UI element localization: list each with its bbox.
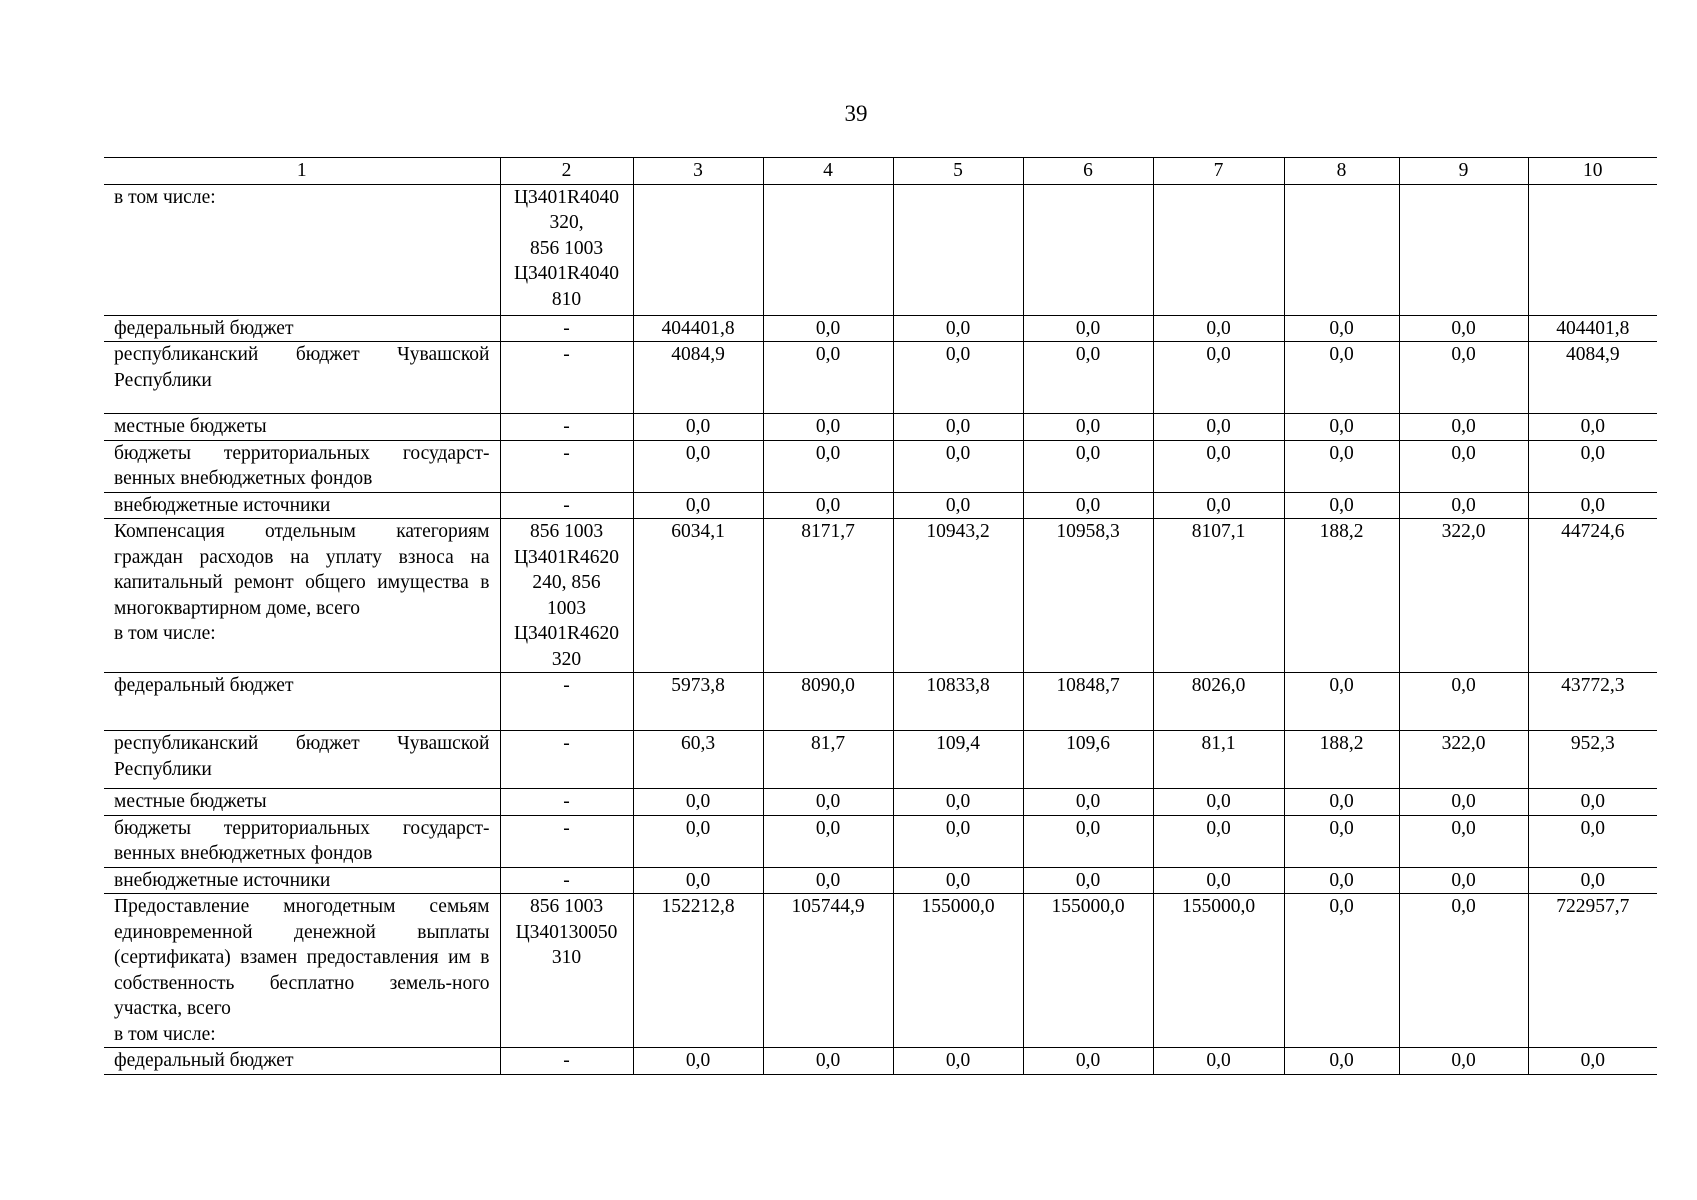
row-value-col-10: 0,0 [1528,1048,1657,1075]
row-value-col-6: 155000,0 [1023,894,1153,1048]
table-row [104,440,1657,492]
column-number-2: 2 [500,158,633,185]
row-name: республиканский бюджет Чувашской Республики [104,342,500,414]
row-value-col-10: 0,0 [1528,815,1657,867]
row-budget-code: - [500,1048,633,1075]
row-value-col-6: 10958,3 [1023,519,1153,673]
table-row [104,519,1657,673]
row-value-col-9: 0,0 [1399,440,1528,492]
row-value-col-10: 0,0 [1528,867,1657,894]
row-value-col-8: 0,0 [1284,894,1399,1048]
row-value-col-9: 0,0 [1399,315,1528,342]
row-value-col-5: 10943,2 [893,519,1023,673]
column-number-10: 10 [1528,158,1657,185]
row-budget-code: - [500,789,633,816]
row-name: внебюджетные источники [104,867,500,894]
row-value-col-3: 6034,1 [633,519,763,673]
row-value-col-5: 0,0 [893,342,1023,414]
row-name: федеральный бюджет [104,315,500,342]
row-value-col-8: 0,0 [1284,315,1399,342]
row-value-col-8: 0,0 [1284,342,1399,414]
row-value-col-7: 0,0 [1153,815,1284,867]
row-name: Предоставление многодетным семьям единовременной денежной выплаты (сертификата) взамен предоставления им в собственность бесплатно земель-ного участка, всего в том числе: [104,894,500,1048]
row-value-col-7: 8026,0 [1153,673,1284,731]
row-name: бюджеты территориальных государст-венных внебюджетных фондов [104,815,500,867]
row-value-col-4: 0,0 [763,414,893,441]
row-value-col-9: 0,0 [1399,342,1528,414]
row-value-col-3 [633,184,763,315]
row-value-col-4: 8090,0 [763,673,893,731]
row-value-col-4: 105744,9 [763,894,893,1048]
row-value-col-9: 0,0 [1399,414,1528,441]
page-number: 39 [844,101,868,126]
row-value-col-4: 0,0 [763,867,893,894]
row-value-col-7: 81,1 [1153,731,1284,789]
table-row [104,894,1657,1048]
row-value-col-3: 0,0 [633,867,763,894]
row-value-col-8: 0,0 [1284,440,1399,492]
row-value-col-8 [1284,184,1399,315]
row-value-col-9 [1399,184,1528,315]
row-value-col-9: 322,0 [1399,731,1528,789]
row-budget-code: - [500,342,633,414]
row-budget-code: - [500,315,633,342]
row-value-col-3: 0,0 [633,440,763,492]
row-budget-code: - [500,492,633,519]
row-value-col-10: 0,0 [1528,492,1657,519]
table-row [104,815,1657,867]
budget-table [104,157,1657,1075]
row-budget-code: Ц3401R4040 320, 856 1003 Ц3401R4040 810 [500,184,633,315]
row-value-col-10: 404401,8 [1528,315,1657,342]
row-value-col-7: 0,0 [1153,867,1284,894]
row-value-col-8: 0,0 [1284,1048,1399,1075]
column-number-8: 8 [1284,158,1399,185]
row-value-col-9: 322,0 [1399,519,1528,673]
row-name: федеральный бюджет [104,1048,500,1075]
row-value-col-7: 0,0 [1153,414,1284,441]
row-value-col-9: 0,0 [1399,894,1528,1048]
row-value-col-6: 10848,7 [1023,673,1153,731]
row-value-col-5 [893,184,1023,315]
row-value-col-5: 0,0 [893,789,1023,816]
row-value-col-10: 952,3 [1528,731,1657,789]
row-value-col-8: 0,0 [1284,673,1399,731]
row-name: республиканский бюджет Чувашской Республики [104,731,500,789]
row-value-col-10: 44724,6 [1528,519,1657,673]
row-value-col-7: 155000,0 [1153,894,1284,1048]
row-value-col-5: 109,4 [893,731,1023,789]
row-value-col-5: 10833,8 [893,673,1023,731]
row-value-col-3: 0,0 [633,1048,763,1075]
row-value-col-3: 60,3 [633,731,763,789]
row-value-col-4 [763,184,893,315]
row-value-col-9: 0,0 [1399,492,1528,519]
row-value-col-7: 8107,1 [1153,519,1284,673]
row-value-col-8: 188,2 [1284,731,1399,789]
row-value-col-6: 0,0 [1023,414,1153,441]
row-value-col-4: 0,0 [763,1048,893,1075]
row-value-col-10: 0,0 [1528,440,1657,492]
row-value-col-3: 404401,8 [633,315,763,342]
row-value-col-7: 0,0 [1153,492,1284,519]
row-value-col-6: 0,0 [1023,815,1153,867]
row-value-col-3: 0,0 [633,815,763,867]
row-value-col-7: 0,0 [1153,440,1284,492]
row-value-col-6: 0,0 [1023,789,1153,816]
row-value-col-6: 0,0 [1023,440,1153,492]
table-row [104,867,1657,894]
column-number-4: 4 [763,158,893,185]
row-name: бюджеты территориальных государст-венных внебюджетных фондов [104,440,500,492]
row-value-col-10 [1528,184,1657,315]
row-name: внебюджетные источники [104,492,500,519]
row-value-col-6: 0,0 [1023,1048,1153,1075]
row-value-col-3: 5973,8 [633,673,763,731]
row-value-col-4: 8171,7 [763,519,893,673]
row-value-col-10: 4084,9 [1528,342,1657,414]
row-value-col-5: 0,0 [893,492,1023,519]
row-budget-code: - [500,867,633,894]
row-value-col-3: 4084,9 [633,342,763,414]
row-value-col-4: 81,7 [763,731,893,789]
row-value-col-4: 0,0 [763,342,893,414]
table-row [104,673,1657,731]
row-value-col-9: 0,0 [1399,1048,1528,1075]
row-value-col-7: 0,0 [1153,789,1284,816]
row-value-col-4: 0,0 [763,815,893,867]
row-value-col-5: 155000,0 [893,894,1023,1048]
row-value-col-9: 0,0 [1399,789,1528,816]
row-value-col-5: 0,0 [893,315,1023,342]
column-number-7: 7 [1153,158,1284,185]
table-row [104,731,1657,789]
row-value-col-5: 0,0 [893,867,1023,894]
row-value-col-9: 0,0 [1399,815,1528,867]
row-value-col-5: 0,0 [893,815,1023,867]
row-value-col-10: 43772,3 [1528,673,1657,731]
row-name: местные бюджеты [104,789,500,816]
row-budget-code: 856 1003 Ц340130050 310 [500,894,633,1048]
row-value-col-8: 0,0 [1284,789,1399,816]
table-row [104,184,1657,315]
row-value-col-7 [1153,184,1284,315]
column-number-5: 5 [893,158,1023,185]
row-value-col-7: 0,0 [1153,315,1284,342]
row-budget-code: - [500,731,633,789]
row-value-col-4: 0,0 [763,789,893,816]
row-value-col-8: 0,0 [1284,492,1399,519]
row-value-col-4: 0,0 [763,492,893,519]
column-number-3: 3 [633,158,763,185]
row-name: в том числе: [104,184,500,315]
row-value-col-6 [1023,184,1153,315]
row-value-col-8: 0,0 [1284,414,1399,441]
row-value-col-8: 0,0 [1284,815,1399,867]
table-row [104,315,1657,342]
row-budget-code: 856 1003 Ц3401R4620 240, 856 1003 Ц3401R4620 320 [500,519,633,673]
row-value-col-10: 0,0 [1528,414,1657,441]
row-value-col-8: 188,2 [1284,519,1399,673]
column-number-6: 6 [1023,158,1153,185]
row-value-col-4: 0,0 [763,440,893,492]
row-budget-code: - [500,414,633,441]
row-value-col-3: 0,0 [633,492,763,519]
row-value-col-4: 0,0 [763,315,893,342]
row-budget-code: - [500,815,633,867]
table-row [104,414,1657,441]
table-body [104,184,1657,1074]
row-value-col-8: 0,0 [1284,867,1399,894]
row-value-col-7: 0,0 [1153,1048,1284,1075]
table-row [104,342,1657,414]
row-value-col-5: 0,0 [893,1048,1023,1075]
row-value-col-10: 722957,7 [1528,894,1657,1048]
row-value-col-10: 0,0 [1528,789,1657,816]
row-value-col-3: 152212,8 [633,894,763,1048]
row-value-col-5: 0,0 [893,414,1023,441]
row-value-col-3: 0,0 [633,789,763,816]
column-number-1: 1 [104,158,500,185]
table-row [104,492,1657,519]
row-value-col-5: 0,0 [893,440,1023,492]
header-row [104,158,1657,185]
row-budget-code: - [500,440,633,492]
row-value-col-6: 0,0 [1023,867,1153,894]
row-value-col-6: 0,0 [1023,342,1153,414]
table-row [104,789,1657,816]
row-name: местные бюджеты [104,414,500,441]
row-value-col-6: 0,0 [1023,315,1153,342]
row-value-col-9: 0,0 [1399,867,1528,894]
row-value-col-6: 0,0 [1023,492,1153,519]
row-budget-code: - [500,673,633,731]
row-value-col-6: 109,6 [1023,731,1153,789]
row-value-col-7: 0,0 [1153,342,1284,414]
row-value-col-3: 0,0 [633,414,763,441]
table-row [104,1048,1657,1075]
row-value-col-9: 0,0 [1399,673,1528,731]
row-name: Компенсация отдельным категориям граждан расходов на уплату взноса на капитальный ремонт общего имущества в многоквартирном доме, всего в том числе: [104,519,500,673]
column-number-9: 9 [1399,158,1528,185]
row-name: федеральный бюджет [104,673,500,731]
